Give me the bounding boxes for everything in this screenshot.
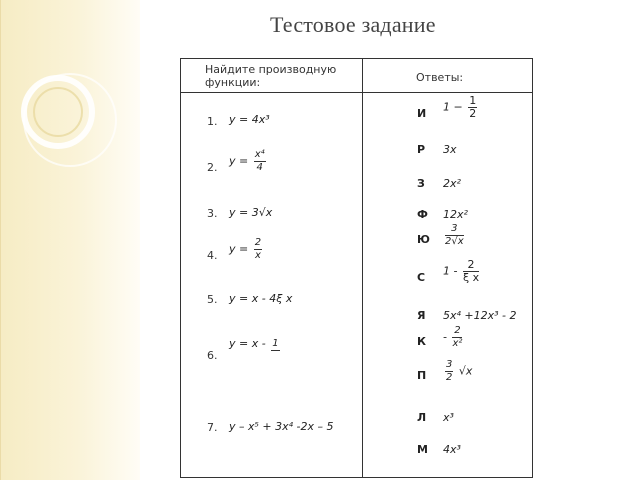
- answer-lhs: -: [443, 330, 447, 344]
- answer-expression: 5x⁴ +12x³ - 2: [443, 309, 517, 322]
- answer-suffix: √x: [458, 364, 473, 378]
- answer-lhs: 1 −: [443, 100, 463, 114]
- answer-letter: Ю: [417, 233, 430, 246]
- answer-expression: x³: [443, 411, 454, 424]
- answer-letter: Я: [417, 309, 426, 322]
- fraction-denominator: 2: [469, 107, 477, 120]
- fraction-denominator: x²: [452, 338, 463, 349]
- task-table: [180, 58, 533, 478]
- answer-expression: [443, 259, 481, 284]
- answer-letter: С: [417, 271, 426, 284]
- fraction-numerator: 2: [454, 325, 461, 336]
- question-number: 6.: [207, 349, 218, 362]
- decorative-background-strip: [0, 0, 140, 480]
- column-divider: [362, 59, 363, 477]
- question-lhs: y =: [229, 154, 249, 168]
- question-expression: y = 4x³: [229, 113, 270, 126]
- question-expression: y – x⁵ + 3x⁴ -2x – 5: [229, 420, 334, 433]
- answer-expression: [443, 95, 479, 120]
- fraction-numerator: 2: [463, 259, 479, 272]
- header-questions: Найдите производную функции:: [205, 63, 337, 89]
- fraction-denominator: 2: [446, 372, 453, 383]
- fraction-numerator: 3: [446, 359, 453, 370]
- question-number: 7.: [207, 421, 218, 434]
- answer-expression: 12x²: [443, 208, 468, 221]
- fraction-numerator: 3: [445, 223, 464, 236]
- header-divider: [181, 92, 532, 93]
- answer-expression: [443, 359, 472, 384]
- fraction-denominator: x: [254, 250, 261, 261]
- header-answers: Ответы:: [416, 71, 464, 84]
- answer-letter: Л: [417, 411, 427, 424]
- fraction-numerator: 2: [254, 237, 262, 248]
- answer-letter: К: [417, 335, 426, 348]
- question-expression: [229, 337, 282, 351]
- answer-expression: [443, 223, 466, 248]
- question-number: 2.: [207, 161, 218, 174]
- answer-letter: З: [417, 177, 425, 190]
- fraction-numerator: 1: [469, 94, 477, 107]
- answer-letter: Р: [417, 143, 426, 156]
- slide-title: Тестовое задание: [270, 12, 436, 37]
- question-expression: [229, 237, 264, 262]
- answer-expression: 2x²: [443, 177, 461, 190]
- fraction-denominator: ξ x: [462, 271, 480, 284]
- question-expression: [229, 149, 268, 174]
- fraction-denominator: 4: [256, 162, 263, 173]
- question-number: 4.: [207, 249, 218, 262]
- question-expression: y = x - 4ξ x: [229, 292, 293, 305]
- fraction-numerator: x⁴: [254, 149, 265, 160]
- fraction-denominator: 2√x: [445, 236, 464, 247]
- question-expression: y = 3√x: [229, 206, 273, 219]
- question-lhs: y = x -: [229, 337, 266, 350]
- answer-lhs: 1 -: [443, 264, 458, 278]
- answer-expression: 4x³: [443, 443, 461, 456]
- answer-letter: М: [417, 443, 428, 456]
- answer-expression: [443, 325, 464, 350]
- question-number: 1.: [207, 115, 218, 128]
- question-number: 3.: [207, 207, 218, 220]
- decorative-circles: [0, 0, 140, 480]
- answer-expression: 3x: [443, 143, 457, 156]
- answer-letter: И: [417, 107, 427, 120]
- answer-letter: П: [417, 369, 427, 382]
- question-lhs: y =: [229, 242, 249, 256]
- answer-letter: Ф: [417, 208, 428, 221]
- question-number: 5.: [207, 293, 218, 306]
- fraction-numerator: 1: [272, 337, 279, 349]
